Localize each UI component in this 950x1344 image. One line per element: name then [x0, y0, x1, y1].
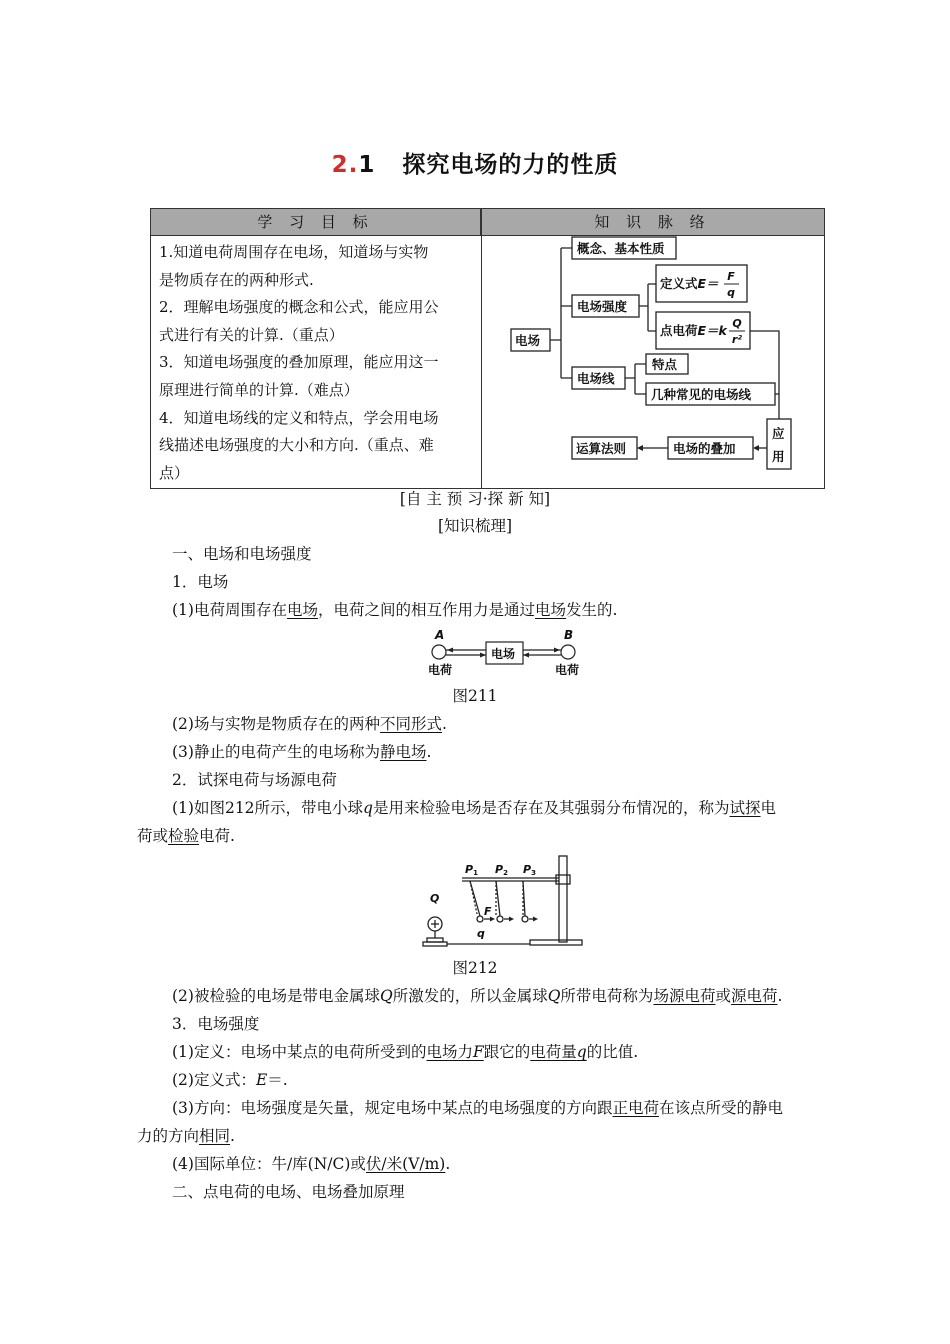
- map-common-label: 几种常见的电场线: [651, 387, 752, 402]
- figure-212: [418, 854, 588, 950]
- heading-2: 二、点电荷的电场、电场叠加原理: [172, 1183, 405, 1201]
- paragraph-5: (2)被检验的电场是带电金属球Q所激发的，所以金属球Q所带电荷称为场源电荷或源电荷.: [172, 987, 783, 1005]
- underlined-charge: 电荷量q: [530, 1043, 587, 1061]
- goal-line: 式进行有关的计算.（重点）: [159, 325, 344, 344]
- clamp: [556, 875, 570, 884]
- test-ball-2: [497, 916, 503, 922]
- map-def-num: F: [727, 270, 735, 283]
- label-p2: P2: [495, 863, 508, 877]
- knowledge-map: [500, 234, 820, 474]
- paragraph-3: (3)静止的电荷产生的电场称为静电场.: [172, 743, 432, 761]
- paragraph-9: (4)国际单位：牛/库(N/C)或伏/米(V/m).: [172, 1155, 451, 1173]
- goal-line: 3．知道电场强度的叠加原理，能应用这一: [159, 353, 439, 372]
- map-apply-label-1: 应: [772, 426, 785, 441]
- figure-211-caption: 图211: [452, 687, 498, 705]
- goal-line: 点）: [159, 463, 190, 482]
- stand-base: [530, 940, 582, 945]
- field-box-label: 电场: [491, 647, 516, 661]
- map-apply-label-2: 用: [772, 449, 785, 464]
- paragraph-1: (1)电荷周围存在电场，电荷之间的相互作用力是通过电场发生的.: [172, 601, 618, 619]
- charge-a-circle: [432, 645, 446, 659]
- stand-pole: [559, 856, 567, 942]
- map-def-label: 定义式E＝: [660, 276, 719, 291]
- paragraph-2: (2)场与实物是物质存在的两种不同形式.: [172, 715, 447, 733]
- paragraph-4: (1)如图212所示，带电小球q是用来检验电场是否存在及其强弱分布情况的，称为试探电: [172, 799, 777, 817]
- title-text: 探究电场的力的性质: [402, 152, 619, 178]
- goal-line: 原理进行简单的计算.（难点）: [159, 380, 359, 399]
- paragraph-4-cont: 荷或检验电荷.: [137, 827, 235, 845]
- map-point-num: Q: [732, 317, 742, 330]
- page-title: [0, 146, 950, 179]
- section-number: 2.1: [331, 152, 376, 178]
- knowledge-map-header: 知 识 脉 络: [481, 209, 824, 236]
- map-superpose-label: 电场的叠加: [673, 441, 736, 456]
- map-concept-label: 概念、基本性质: [577, 241, 665, 256]
- map-def-den: q: [727, 286, 735, 299]
- underlined-field-force: 电场力F: [426, 1043, 484, 1061]
- map-lines-label: 电场线: [577, 371, 615, 386]
- charge-left-label: 电荷: [428, 663, 453, 677]
- paragraph-8-cont: 力的方向相同.: [137, 1127, 235, 1145]
- map-point-den: r²: [731, 333, 743, 346]
- test-ball-1: [477, 916, 483, 922]
- goal-line: 是物质存在的两种形式.: [159, 270, 314, 289]
- table-divider: [481, 209, 482, 488]
- test-ball-3: [522, 916, 528, 922]
- source-base: [423, 942, 447, 946]
- item-3: 3．电场强度: [172, 1015, 260, 1033]
- figure-211: [425, 628, 590, 680]
- label-q-source: Q: [430, 892, 440, 905]
- label-force: F: [484, 905, 492, 918]
- label-b: B: [564, 628, 574, 642]
- charge-b-circle: [561, 645, 575, 659]
- heading-1: 一、电场和电场强度: [172, 545, 312, 563]
- paragraph-7: (2)定义式：E＝.: [172, 1071, 288, 1089]
- map-root-label: 电场: [515, 333, 541, 348]
- section-tag: [自 主 预 习·探 新 知]: [399, 490, 551, 508]
- map-feature-label: 特点: [652, 357, 678, 372]
- map-point-label: 点电荷E＝k: [660, 323, 727, 338]
- charge-right-label: 电荷: [555, 663, 580, 677]
- goal-line: 4．知道电场线的定义和特点，学会用电场: [159, 408, 439, 427]
- goal-line: 2．理解电场强度的概念和公式，能应用公: [159, 298, 439, 317]
- figure-212-caption: 图212: [452, 959, 498, 977]
- paragraph-8: (3)方向：电场强度是矢量，规定电场中某点的电场强度的方向跟正电荷在该点所受的静电: [172, 1099, 783, 1117]
- label-q-test: q: [477, 927, 485, 940]
- goal-line: 线描述电场强度的大小和方向.（重点、难: [159, 436, 434, 455]
- paragraph-6: (1)定义：电场中某点的电荷所受到的电场力F跟它的电荷量q的比值.: [172, 1043, 639, 1061]
- goal-line: 1.知道电荷周围存在电场，知道场与实物: [159, 243, 429, 261]
- map-strength-label: 电场强度: [577, 299, 628, 314]
- learning-goals: [159, 239, 477, 487]
- subsection-tag: [知识梳理]: [437, 517, 513, 535]
- objectives-header: 学 习 目 标: [151, 209, 481, 236]
- item-2: 2．试探电荷与场源电荷: [172, 771, 337, 789]
- map-rules-label: 运算法则: [576, 441, 627, 456]
- label-p3: P3: [523, 863, 536, 877]
- label-p1: P1: [465, 863, 478, 877]
- item-1: 1．电场: [172, 573, 229, 591]
- label-a: A: [435, 628, 445, 642]
